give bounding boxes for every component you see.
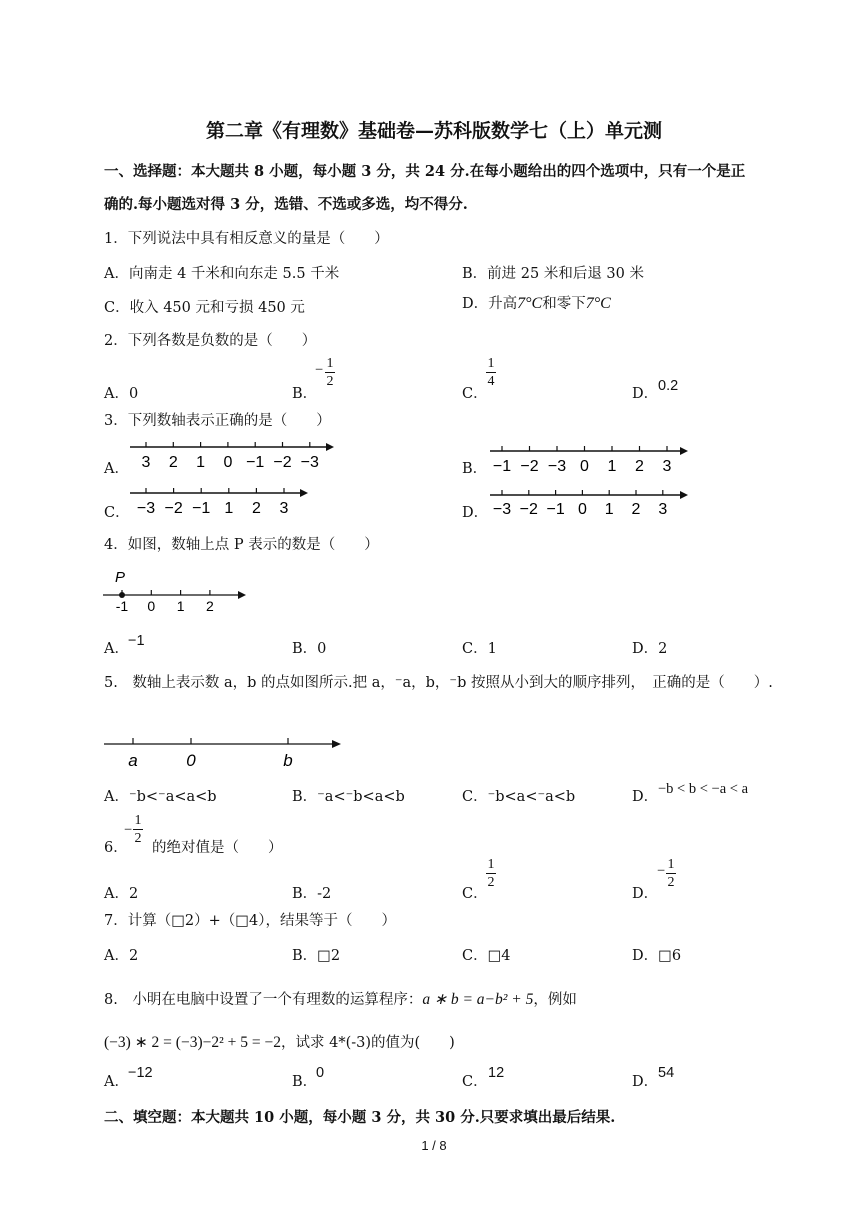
q1-d-prefix: D．升高	[462, 296, 518, 312]
axis-point-label: 0	[186, 751, 196, 770]
q1-option-c: C．收入 450 元和亏损 450 元	[104, 300, 305, 316]
q6-option-a: A．2	[104, 886, 139, 902]
q1-d-mid: 和零下	[542, 296, 586, 312]
axis-tick-label: 2	[206, 598, 214, 614]
axis-tick-label: 2	[168, 454, 178, 471]
q5-option-c: C．⁻b<a<⁻a<b	[462, 789, 576, 805]
q8-c-value: 12	[488, 1065, 505, 1081]
axis-tick-label: −1	[492, 458, 512, 474]
q8-stem-suffix: ，例如	[533, 992, 577, 1008]
q1-option-a: A．向南走 4 千米和向东走 5.5 千米	[104, 266, 340, 282]
axis-tick-label: −2	[273, 454, 292, 471]
q6-c-denominator: 2	[487, 875, 495, 890]
q2-c-numerator: 1	[487, 356, 495, 371]
q2-option-b-label: B．	[292, 386, 318, 402]
q2-option-c-label: C．	[462, 386, 488, 402]
axis-point-label: b	[283, 751, 293, 770]
q5-option-d-label: D．	[632, 789, 659, 805]
axis-tick-label: −3	[136, 500, 156, 516]
question-2-stem: 2．下列各数是负数的是（ ）	[104, 333, 317, 349]
q2-b-denominator: 2	[326, 374, 334, 389]
q4-option-a-label: A．	[104, 641, 129, 657]
axis-tick-label: 1	[196, 454, 206, 471]
q7-option-b: B．□2	[292, 948, 341, 964]
axis-tick-label: 3	[141, 454, 151, 471]
question-1-stem: 1．下列说法中具有相反意义的量是（ ）	[104, 231, 389, 247]
q4-option-c: C．1	[462, 641, 497, 657]
q3-option-c-label: C．	[104, 505, 130, 521]
q8-example: (−3) ∗ 2 = (−3)−2² + 5 = −2	[104, 1034, 281, 1051]
axis-tick-label: −3	[300, 454, 319, 471]
q6-numerator: 1	[134, 813, 142, 828]
question-7-stem: 7．计算（□2）+（□4），结果等于（ ）	[104, 913, 396, 929]
q3-option-a-label: A．	[104, 461, 129, 477]
q8-option-a-label: A．	[104, 1074, 129, 1090]
q6-denominator: 2	[134, 831, 142, 846]
q7-option-a: A．2	[104, 948, 139, 964]
q6-d-denominator: 2	[667, 875, 675, 890]
q6-option-c-label: C．	[462, 886, 488, 902]
q8-formula: a ∗ b = a−b² + 5	[422, 991, 534, 1008]
question-4-stem: 4．如图，数轴上点 P 表示的数是（ ）	[104, 537, 379, 553]
q8-option-d-label: D．	[632, 1074, 659, 1090]
q8-b-value: 0	[316, 1065, 325, 1081]
page-title: 第二章《有理数》基础卷—苏科版数学七（上）单元测	[205, 120, 662, 142]
q3-option-d-label: D．	[462, 505, 489, 521]
q6-d-sign: −	[657, 863, 666, 879]
axis-tick-label: 1	[604, 501, 614, 518]
axis-tick-label: 3	[662, 458, 672, 474]
q1-d-val2: 7°C	[585, 295, 611, 312]
q6-c-fraction	[486, 857, 496, 890]
axis-tick-label: -1	[115, 598, 129, 614]
q2-c-denominator: 4	[487, 374, 495, 389]
section-heading-2: 二、填空题：本大题共 10 小题，每小题 3 分，共 30 分.只要求填出最后结果.	[104, 1109, 616, 1126]
q4-point-label: P	[115, 569, 126, 586]
axis-tick-label: −3	[492, 501, 512, 518]
axis-tick-label: 1	[224, 500, 234, 516]
axis-tick-label: 1	[607, 458, 617, 474]
q6-option-d-label: D．	[632, 886, 659, 902]
q6-number: 6．	[104, 840, 128, 856]
q2-d-value: 0.2	[658, 378, 679, 394]
q4-a-value: −1	[128, 633, 145, 649]
axis-tick-label: 2	[631, 501, 641, 518]
q3-number-line-c	[126, 484, 310, 516]
q8-stem-prefix: 8. 小明在电脑中设置了一个有理数的运算程序：	[104, 992, 423, 1008]
axis-tick-label: 3	[279, 500, 289, 516]
q6-stem-fraction	[133, 813, 143, 846]
q2-b-sign: −	[315, 362, 324, 378]
q3-option-b-label: B．	[462, 461, 488, 477]
section-heading-1: 一、选择题：本大题共 8 小题，每小题 3 分，共 24 分.在每小题给出的四个选项中，只有一个是正	[104, 163, 746, 180]
q4-number-line	[100, 566, 250, 616]
q2-option-d-label: D．	[632, 386, 659, 402]
question-8-stem	[104, 988, 577, 1009]
q8-option-b-label: B．	[292, 1074, 318, 1090]
axis-tick-label: 2	[251, 500, 261, 516]
section-heading-1-cont: 确的.每小题选对得 3 分，选错、不选或多选，均不得分.	[104, 196, 468, 213]
axis-tick-label: 0	[223, 454, 233, 471]
axis-tick-label: −2	[520, 458, 539, 474]
axis-tick-label: 3	[658, 501, 668, 518]
q6-d-fraction	[666, 857, 676, 890]
axis-tick-label: −2	[519, 501, 538, 518]
q4-option-d: D．2	[632, 641, 668, 657]
q3-number-line-a	[126, 438, 336, 474]
page-number: 1 / 8	[421, 1138, 447, 1153]
q3-number-line-b	[486, 442, 690, 474]
question-3-stem: 3．下列数轴表示正确的是（ ）	[104, 413, 331, 429]
axis-tick-label: −1	[246, 454, 265, 471]
q8-a-value: −12	[128, 1065, 153, 1081]
q1-option-b: B．前进 25 米和后退 30 米	[462, 266, 644, 282]
q1-option-d	[462, 292, 611, 313]
q5-number-line	[100, 733, 348, 773]
axis-tick-label: 1	[176, 598, 185, 614]
axis-tick-label: −1	[546, 501, 565, 518]
q5-option-a: A．⁻b<⁻a<a<b	[104, 789, 217, 805]
axis-tick-label: −1	[192, 500, 211, 516]
q7-option-d: D．□6	[632, 948, 682, 964]
q6-c-numerator: 1	[487, 857, 495, 872]
q2-option-a: A．0	[104, 386, 139, 402]
q5-d-value: −b < b < −a < a	[658, 781, 749, 797]
q8-example-suffix: ，试求 4*(-3)的值为( )	[280, 1035, 455, 1051]
q2-b-fraction	[325, 356, 335, 389]
q6-option-b: B．-2	[292, 886, 332, 902]
q2-b-numerator: 1	[326, 356, 334, 371]
q6-d-numerator: 1	[667, 857, 675, 872]
axis-tick-label: 0	[147, 598, 156, 614]
axis-tick-label: −2	[164, 500, 183, 516]
q1-d-val1: 7°C	[517, 295, 543, 312]
q7-option-c: C．□4	[462, 948, 511, 964]
q8-d-value: 54	[658, 1065, 675, 1081]
q6-sign: −	[124, 822, 133, 838]
axis-tick-label: −3	[547, 458, 567, 474]
q3-number-line-d	[486, 486, 690, 518]
q6-stem-rest: 的绝对值是（ ）	[152, 840, 283, 856]
q2-c-fraction	[486, 356, 496, 389]
axis-tick-label: 0	[577, 501, 587, 518]
q8-example-line	[104, 1031, 455, 1052]
q4-option-b: B．0	[292, 641, 327, 657]
q5-option-b: B．⁻a<⁻b<a<b	[292, 789, 405, 805]
axis-tick-label: 0	[580, 458, 589, 474]
axis-point-label: a	[128, 751, 138, 770]
question-5-stem: 5. 数轴上表示数 a，b 的点如图所示.把 a，⁻a，b，⁻b 按照从小到大的顺序排列， 正确的是（ ）.	[104, 675, 773, 691]
axis-tick-label: 2	[635, 458, 644, 474]
q8-option-c-label: C．	[462, 1074, 488, 1090]
